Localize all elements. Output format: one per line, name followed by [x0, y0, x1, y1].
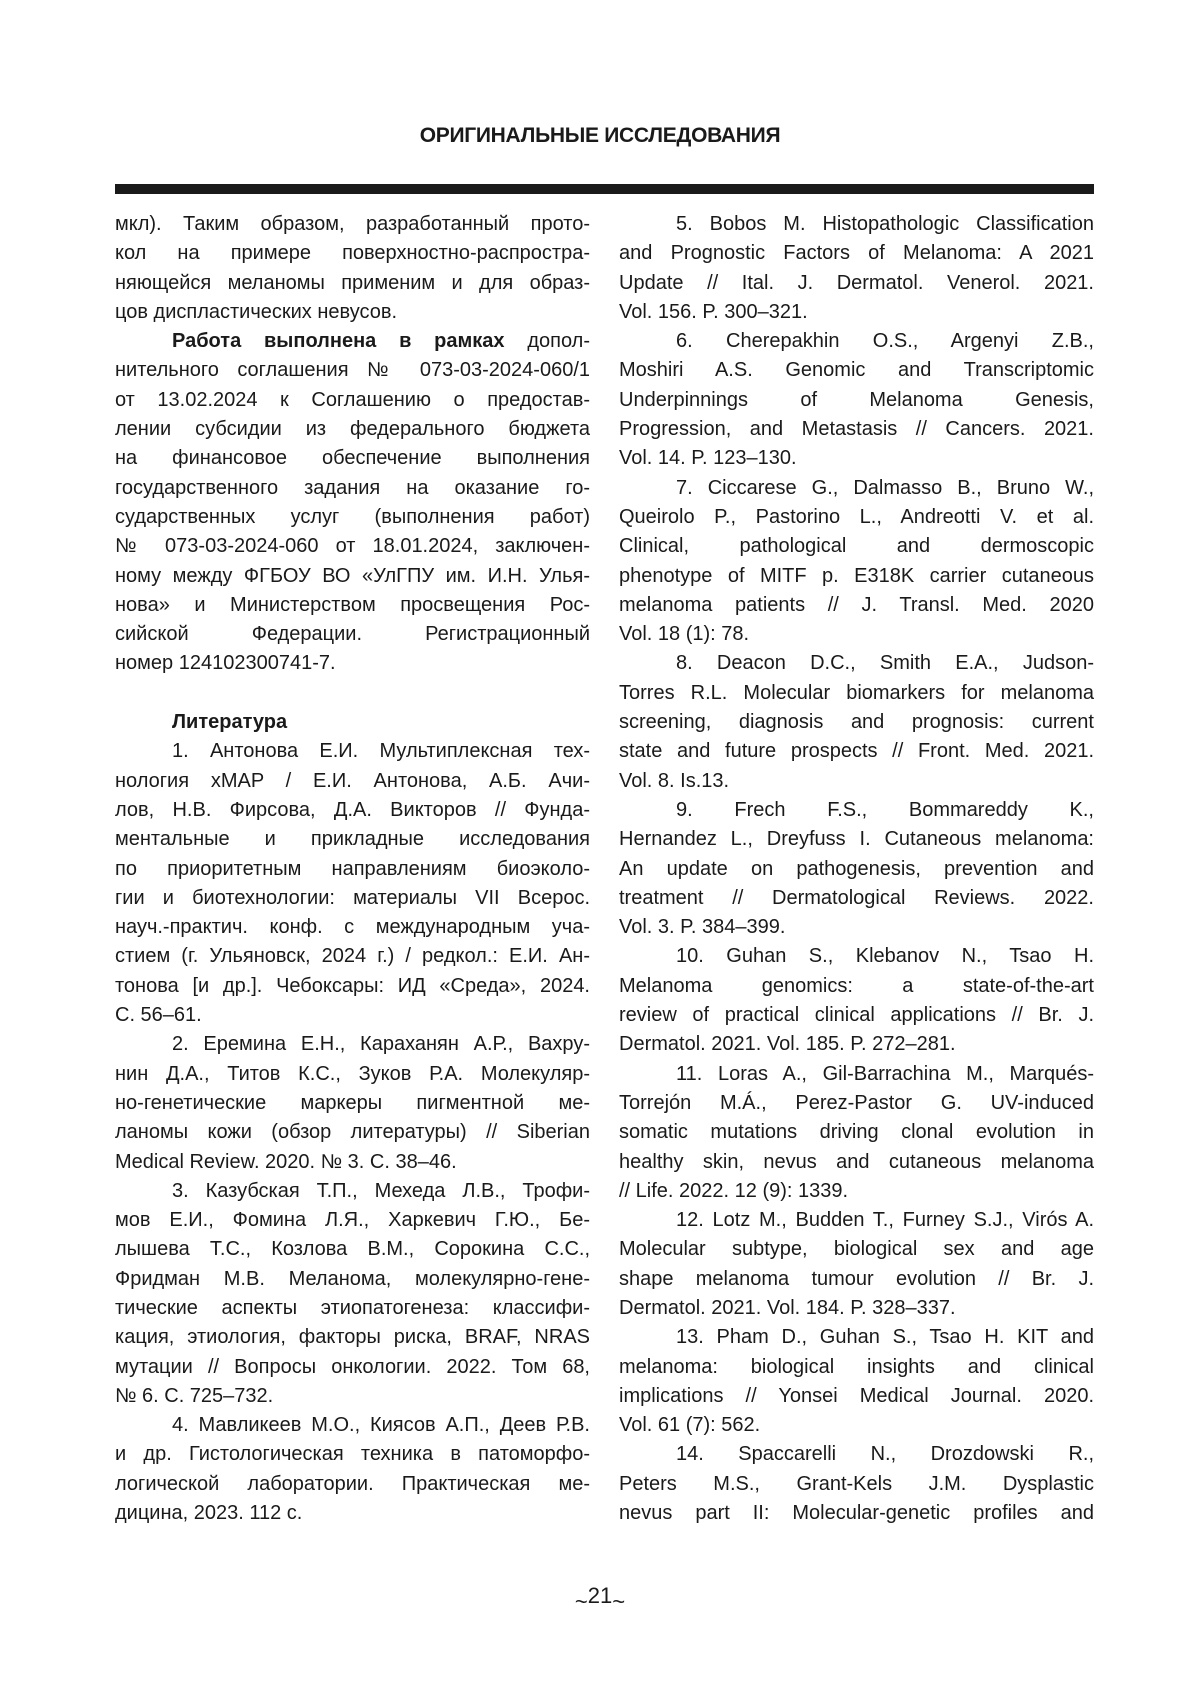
- paragraph-first-line: 12. Lotz M., Budden T., Furney S.J., Virós A.: [619, 1206, 1094, 1235]
- paragraph-first-line: [115, 327, 590, 356]
- paragraph-line: по приоритетным направлениям биоэколо-: [115, 855, 590, 884]
- paragraph-line: healthy skin, nevus and cutaneous melanoma: [619, 1148, 1094, 1177]
- paragraph-line: нин Д.А., Титов К.С., Зуков Р.А. Молекуляр-: [115, 1060, 590, 1089]
- paragraph-line: № 073-03-2024-060 от 18.01.2024, заключен-: [115, 532, 590, 561]
- paragraph-line: Vol. 3. P. 384–399.: [619, 913, 1094, 942]
- paragraph-line: implications // Yonsei Medical Journal. 2020.: [619, 1382, 1094, 1411]
- tilde-right: ~: [612, 1589, 625, 1614]
- paragraph-line: melanoma: biological insights and clinical: [619, 1353, 1094, 1382]
- paragraph-line: Torres R.L. Molecular biomarkers for melanoma: [619, 679, 1094, 708]
- paragraph-line: melanoma patients // J. Transl. Med. 2020: [619, 591, 1094, 620]
- paragraph-line: мов Е.И., Фомина Л.Я., Харкевич Г.Ю., Бе-: [115, 1206, 590, 1235]
- paragraph-line: Update // Ital. J. Dermatol. Venerol. 2021.: [619, 269, 1094, 298]
- paragraph-first-line: 14. Spaccarelli N., Drozdowski R.,: [619, 1440, 1094, 1469]
- paragraph-line: цов диспластических невусов.: [115, 298, 590, 327]
- paragraph-first-line: 9. Frech F.S., Bommareddy K.,: [619, 796, 1094, 825]
- paragraph-line: Queirolo P., Pastorino L., Andreotti V. et al.: [619, 503, 1094, 532]
- paragraph-first-line: 13. Pham D., Guhan S., Tsao H. KIT and: [619, 1323, 1094, 1352]
- paragraph-line: Underpinnings of Melanoma Genesis,: [619, 386, 1094, 415]
- paragraph-line: Фридман М.В. Меланома, молекулярно-гене-: [115, 1265, 590, 1294]
- paragraph-line: тонова [и др.]. Чебоксары: ИД «Среда», 2024.: [115, 972, 590, 1001]
- paragraph-line: Hernandez L., Dreyfuss I. Cutaneous melanoma:: [619, 825, 1094, 854]
- paragraph-first-line: 7. Ciccarese G., Dalmasso B., Bruno W.,: [619, 474, 1094, 503]
- right-column: [619, 210, 1094, 1528]
- paragraph-line: номер 124102300741-7.: [115, 649, 590, 678]
- paragraph-first-line: 1. Антонова Е.И. Мультиплексная тех-: [115, 737, 590, 766]
- paragraph-line: государственного задания на оказание го-: [115, 474, 590, 503]
- paragraph-line: ланомы кожи (обзор литературы) // Siberian: [115, 1118, 590, 1147]
- paragraph-line: Progression, and Metastasis // Cancers. 2021.: [619, 415, 1094, 444]
- paragraph-line: мутации // Вопросы онкологии. 2022. Том 68,: [115, 1353, 590, 1382]
- paragraph-line: С. 56–61.: [115, 1001, 590, 1030]
- paragraph-line: и др. Гистологическая техника в патоморфо-: [115, 1440, 590, 1469]
- paragraph-line: ному между ФГБОУ ВО «УлГПУ им. И.Н. Улья-: [115, 562, 590, 591]
- paragraph-line: phenotype of MITF p. E318K carrier cutaneous: [619, 562, 1094, 591]
- paragraph-line: Vol. 18 (1): 78.: [619, 620, 1094, 649]
- paragraph-line: Dermatol. 2021. Vol. 185. P. 272–281.: [619, 1030, 1094, 1059]
- paragraph-line: Vol. 156. P. 300–321.: [619, 298, 1094, 327]
- paragraph-line: лении субсидии из федерального бюджета: [115, 415, 590, 444]
- paragraph-first-line: 8. Deacon D.C., Smith E.A., Judson-: [619, 649, 1094, 678]
- paragraph-line: and Prognostic Factors of Melanoma: A 2021: [619, 239, 1094, 268]
- paragraph-first-line: 10. Guhan S., Klebanov N., Tsao H.: [619, 942, 1094, 971]
- tilde-left: ~: [575, 1589, 588, 1614]
- paragraph-first-line: 3. Казубская Т.П., Мехеда Л.В., Трофи-: [115, 1177, 590, 1206]
- paragraph-line: лов, Н.В. Фирсова, Д.А. Викторов // Фунда-: [115, 796, 590, 825]
- paragraph-line: гии и биотехнологии: материалы VII Всерос.: [115, 884, 590, 913]
- paragraph-line: ментальные и прикладные исследования: [115, 825, 590, 854]
- paragraph-line: state and future prospects // Front. Med. 2021.: [619, 737, 1094, 766]
- paragraph-line: Dermatol. 2021. Vol. 184. P. 328–337.: [619, 1294, 1094, 1323]
- paragraph-line: An update on pathogenesis, prevention and: [619, 855, 1094, 884]
- paragraph-line: дицина, 2023. 112 с.: [115, 1499, 590, 1528]
- blank-line: [115, 679, 590, 708]
- paragraph-line: shape melanoma tumour evolution // Br. J.: [619, 1265, 1094, 1294]
- header-rule: [115, 184, 1094, 194]
- paragraph-line: Medical Review. 2020. № 3. С. 38–46.: [115, 1148, 590, 1177]
- paragraph-line: стием (г. Ульяновск, 2024 г.) / редкол.: Е.И. Ан-: [115, 942, 590, 971]
- paragraph-line: нительного соглашения № 073-03-2024-060/1: [115, 356, 590, 385]
- paragraph-line: Torrejón M.Á., Perez-Pastor G. UV-induced: [619, 1089, 1094, 1118]
- page-number: [0, 1583, 1200, 1609]
- paragraph-line: Vol. 61 (7): 562.: [619, 1411, 1094, 1440]
- paragraph-line: Moshiri A.S. Genomic and Transcriptomic: [619, 356, 1094, 385]
- paragraph-line: сийской Федерации. Регистрационный: [115, 620, 590, 649]
- paragraph-line: сударственных услуг (выполнения работ): [115, 503, 590, 532]
- bold-lead: Работа выполнена в рамках: [172, 330, 505, 352]
- paragraph-line: нова» и Министерством просвещения Рос-: [115, 591, 590, 620]
- paragraph-line: Vol. 14. P. 123–130.: [619, 444, 1094, 473]
- paragraph-line: treatment // Dermatological Reviews. 2022.: [619, 884, 1094, 913]
- paragraph-line: няющейся меланомы применим и для образ-: [115, 269, 590, 298]
- paragraph-line: нология xMAP / Е.И. Антонова, А.Б. Ачи-: [115, 767, 590, 796]
- section-header: ОРИГИНАЛЬНЫЕ ИССЛЕДОВАНИЯ: [0, 124, 1200, 148]
- paragraph-first-line: 2. Еремина Е.Н., Караханян А.Р., Вахру-: [115, 1030, 590, 1059]
- line-text: допол-: [505, 330, 590, 352]
- paragraph-line: // Life. 2022. 12 (9): 1339.: [619, 1177, 1094, 1206]
- paragraph-line: тические аспекты этиопатогенеза: классифи-: [115, 1294, 590, 1323]
- paragraph-line: науч.-практич. конф. с международным уча-: [115, 913, 590, 942]
- page-number-value: 21: [588, 1583, 612, 1608]
- paragraph-first-line: 11. Loras A., Gil-Barrachina M., Marqués-: [619, 1060, 1094, 1089]
- paragraph-first-line: мкл). Таким образом, разработанный прото-: [115, 210, 590, 239]
- paragraph-line: кация, этиология, факторы риска, BRAF, NRAS: [115, 1323, 590, 1352]
- paragraph-line: от 13.02.2024 к Соглашению о предостав-: [115, 386, 590, 415]
- paragraph-line: но-генетические маркеры пигментной ме-: [115, 1089, 590, 1118]
- paragraph-line: Vol. 8. Is.13.: [619, 767, 1094, 796]
- paragraph-line: review of practical clinical applications // Br. J.: [619, 1001, 1094, 1030]
- paragraph-line: лышева Т.С., Козлова В.М., Сорокина С.С.,: [115, 1235, 590, 1264]
- left-column: [115, 210, 590, 1528]
- references-heading: Литература: [115, 708, 590, 737]
- paragraph-line: на финансовое обеспечение выполнения: [115, 444, 590, 473]
- paragraph-line: логической лаборатории. Практическая ме-: [115, 1470, 590, 1499]
- paragraph-line: nevus part II: Molecular-genetic profiles and: [619, 1499, 1094, 1528]
- paragraph-line: Molecular subtype, biological sex and age: [619, 1235, 1094, 1264]
- paragraph-line: Peters M.S., Grant-Kels J.M. Dysplastic: [619, 1470, 1094, 1499]
- paragraph-first-line: 5. Bobos M. Histopathologic Classification: [619, 210, 1094, 239]
- paragraph-first-line: 4. Мавликеев М.О., Киясов А.П., Деев Р.В.: [115, 1411, 590, 1440]
- paragraph-line: кол на примере поверхностно-распростра-: [115, 239, 590, 268]
- paragraph-first-line: 6. Cherepakhin O.S., Argenyi Z.B.,: [619, 327, 1094, 356]
- paragraph-line: Clinical, pathological and dermoscopic: [619, 532, 1094, 561]
- paragraph-line: № 6. С. 725–732.: [115, 1382, 590, 1411]
- paragraph-line: somatic mutations driving clonal evolution in: [619, 1118, 1094, 1147]
- paragraph-line: Melanoma genomics: a state-of-the-art: [619, 972, 1094, 1001]
- paragraph-line: screening, diagnosis and prognosis: current: [619, 708, 1094, 737]
